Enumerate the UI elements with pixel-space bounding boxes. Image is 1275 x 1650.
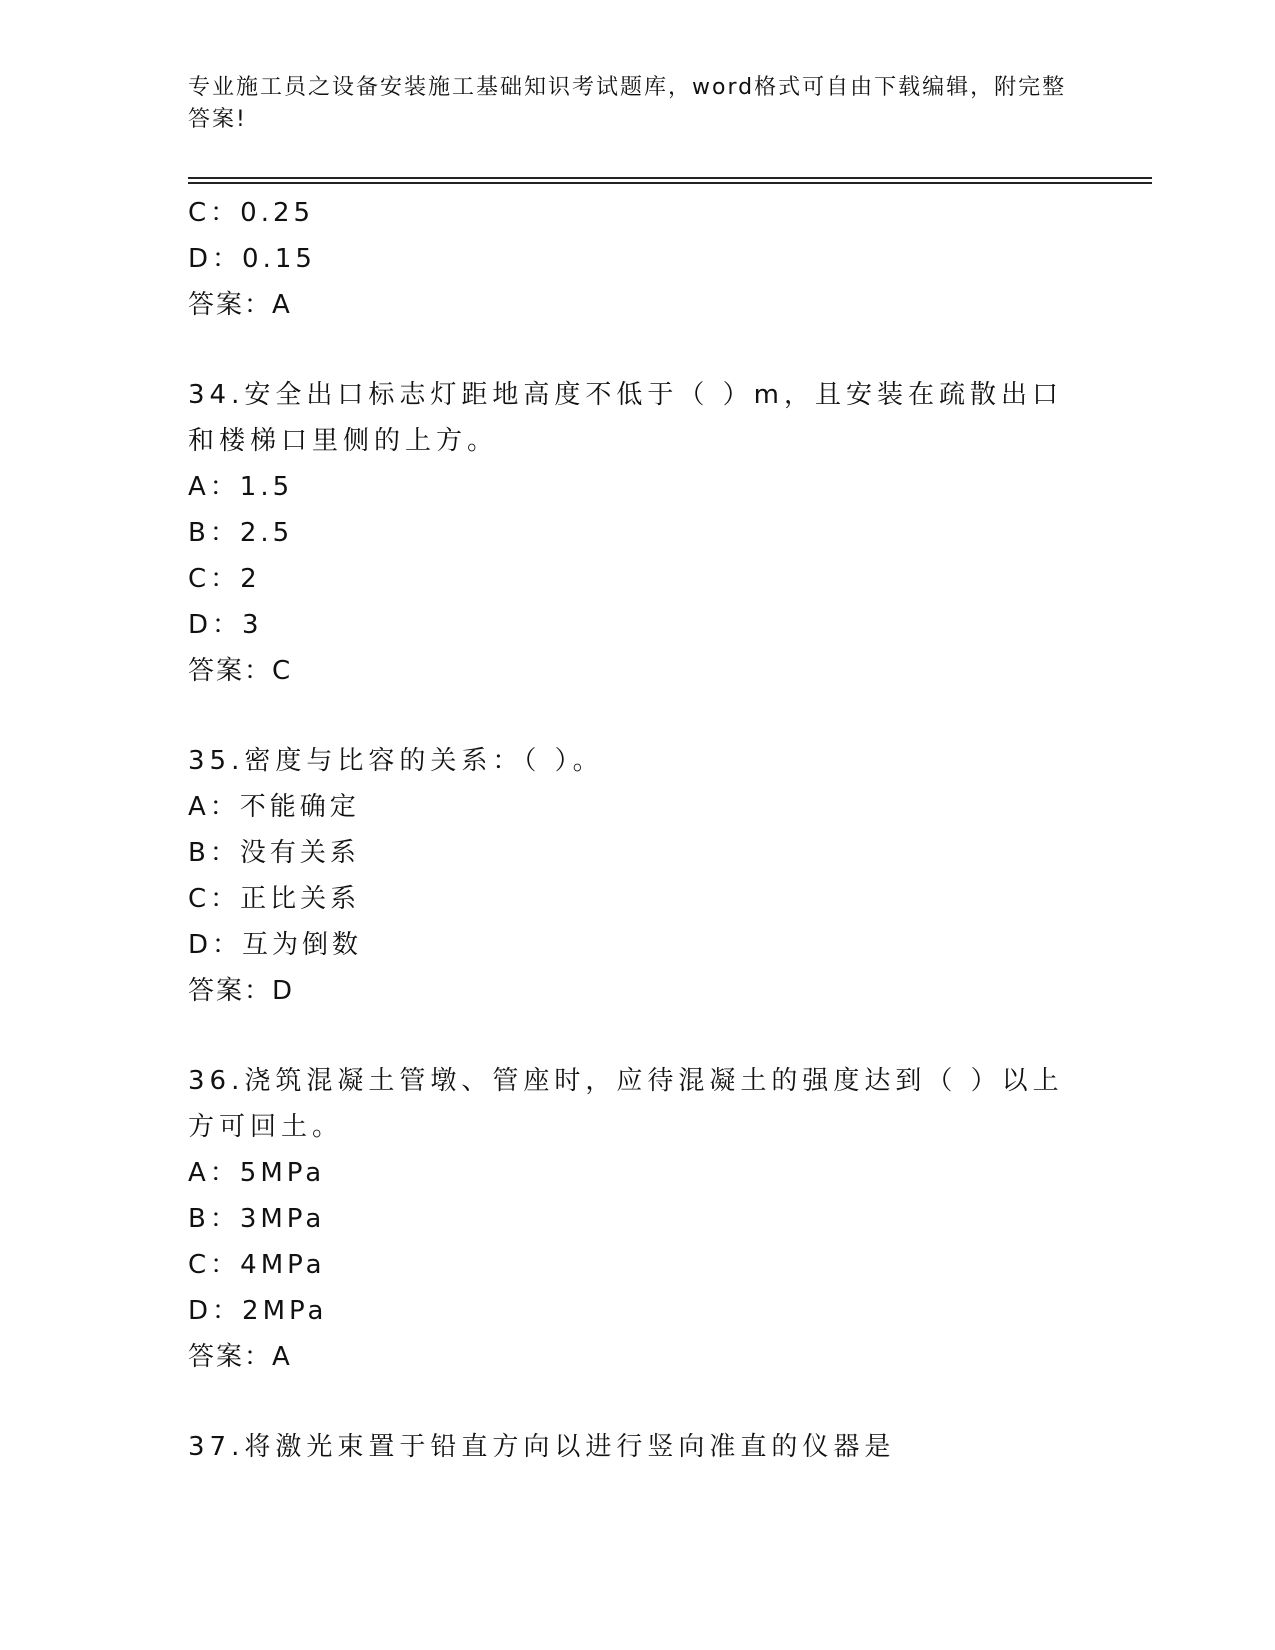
spacer xyxy=(188,694,1088,738)
question-35: 35.密度与比容的关系：（ ）。 xyxy=(188,746,604,776)
option-d: D：互为倒数 xyxy=(188,930,363,960)
option-a: A：不能确定 xyxy=(188,792,360,822)
question-37: 37.将激光束置于铅直方向以进行竖向准直的仪器是 xyxy=(188,1432,896,1462)
spacer xyxy=(188,328,1088,372)
question-list xyxy=(188,190,1088,1470)
answer-line: 答案：A xyxy=(188,290,292,320)
document-header: 专业施工员之设备安装施工基础知识考试题库，word格式可自由下载编辑，附完整答案! xyxy=(188,75,1067,132)
option-d: D：3 xyxy=(188,610,263,640)
spacer xyxy=(188,1014,1088,1058)
option-b: B：没有关系 xyxy=(188,838,360,868)
question-36: 36.浇筑混凝土管墩、管座时，应待混凝土的强度达到（ ）以上方可回土。 xyxy=(188,1066,1064,1142)
option-d: D：2MPa xyxy=(188,1296,328,1326)
answer-line: 答案：D xyxy=(188,976,295,1006)
header-divider-bottom xyxy=(188,182,1152,184)
option-c: C：4MPa xyxy=(188,1250,326,1280)
answer-line: 答案：C xyxy=(188,656,293,686)
header-divider-top xyxy=(188,177,1152,179)
option-a: A：5MPa xyxy=(188,1158,326,1188)
option-d: D：0.15 xyxy=(188,244,316,274)
answer-line: 答案：A xyxy=(188,1342,292,1372)
option-c: C：0.25 xyxy=(188,198,315,228)
option-c: C：正比关系 xyxy=(188,884,361,914)
spacer xyxy=(188,1380,1088,1424)
question-34: 34.安全出口标志灯距地高度不低于（ ）m，且安装在疏散出口和楼梯口里侧的上方。 xyxy=(188,380,1063,456)
option-a: A：1.5 xyxy=(188,472,294,502)
option-b: B：2.5 xyxy=(188,518,294,548)
option-c: C：2 xyxy=(188,564,261,594)
option-b: B：3MPa xyxy=(188,1204,326,1234)
